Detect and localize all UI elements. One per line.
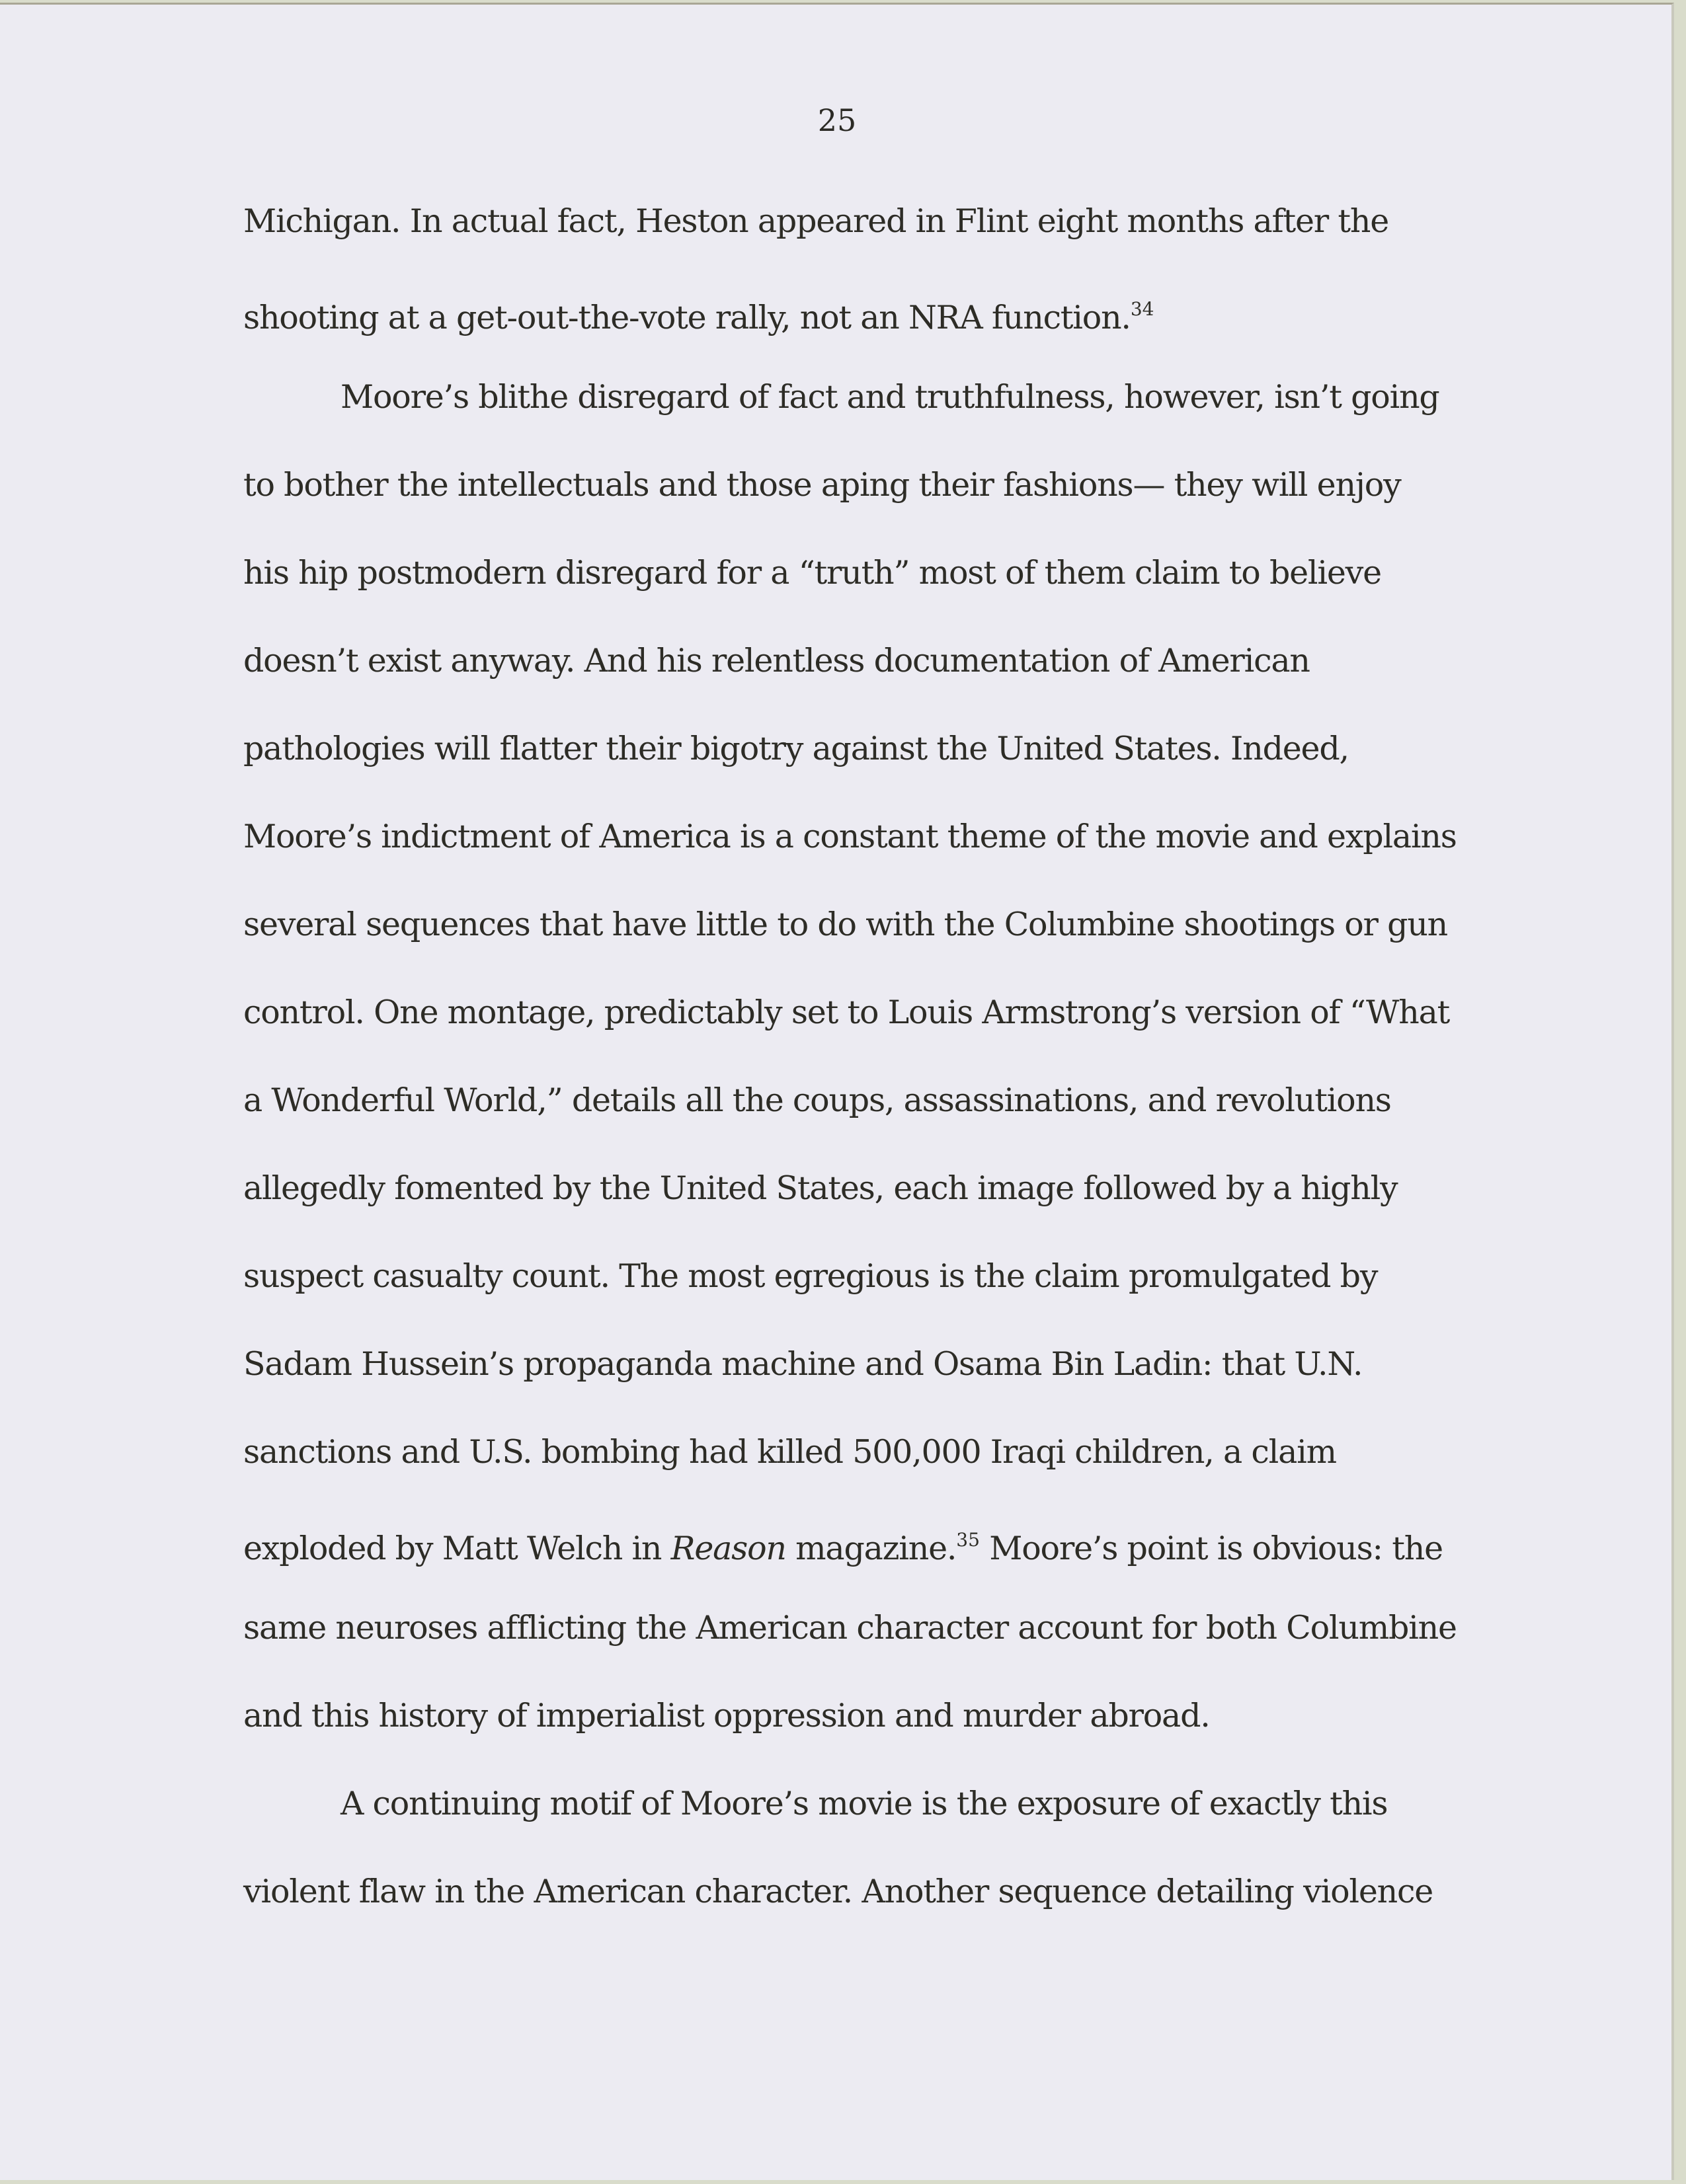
line-text: sanctions and U.S. bombing had killed 500,000 Iraqi children, a claim [243, 1433, 1336, 1471]
document-page [0, 3, 1674, 2180]
line-text: control. One montage, predictably set to Louis Armstrong’s version of “What [243, 994, 1450, 1031]
body-line [243, 993, 1449, 1033]
body-line [243, 1345, 1362, 1384]
body-line [243, 641, 1310, 681]
body-line [243, 202, 1388, 241]
line-text: Moore’s blithe disregard of fact and truthfulness, however, isn’t going [341, 378, 1439, 416]
line-text: several sequences that have little to do with the Columbine shootings or gun [243, 906, 1448, 943]
line-text: shooting at a get-out-the-vote rally, not an NRA function. [243, 299, 1131, 336]
page-number: 25 [817, 102, 857, 138]
body-line [243, 465, 1401, 505]
line-text: Moore’s point is obvious: the [979, 1530, 1443, 1567]
body-line [243, 1081, 1391, 1120]
line-text: a Wonderful World,” details all the coups, assassinations, and revolutions [243, 1081, 1391, 1119]
line-text: his hip postmodern disregard for a “truth” most of them claim to believe [243, 554, 1381, 592]
line-text: violent flaw in the American character. Another sequence detailing violence [243, 1873, 1433, 1910]
line-text: Sadam Hussein’s propaganda machine and Osama Bin Ladin: that U.N. [243, 1345, 1363, 1383]
line-text: same neuroses afflicting the American character account for both Columbine [243, 1609, 1457, 1647]
footnote-marker[interactable]: 34 [1130, 298, 1154, 320]
line-text: Moore’s indictment of America is a constant theme of the movie and explains [243, 818, 1457, 855]
line-text: Michigan. In actual fact, Heston appeared in Flint eight months after the [243, 202, 1389, 240]
line-text: A continuing motif of Moore’s movie is the exposure of exactly this [341, 1785, 1388, 1822]
body-line [243, 817, 1457, 857]
body-line [243, 1520, 1443, 1569]
line-text: to bother the intellectuals and those aping their fashions— they will enjoy [243, 466, 1401, 504]
line-text: magazine. [785, 1530, 957, 1567]
body-line [243, 1169, 1398, 1208]
body-line [243, 1696, 1210, 1736]
paragraph-first-line [341, 377, 1439, 417]
body-line [243, 1257, 1377, 1296]
body-line [243, 290, 1154, 338]
line-text: pathologies will flatter their bigotry against the United States. Indeed, [243, 730, 1349, 767]
body-line [243, 1432, 1336, 1472]
line-text: exploded by Matt Welch in [243, 1530, 671, 1567]
body-line [243, 1872, 1433, 1912]
footnote-marker[interactable]: 35 [956, 1529, 980, 1551]
magazine-title: Reason [670, 1530, 786, 1567]
body-line [243, 729, 1349, 769]
body-line [243, 553, 1381, 593]
body-line [243, 1608, 1457, 1648]
line-text: and this history of imperialist oppression and murder abroad. [243, 1697, 1210, 1735]
line-text: doesn’t exist anyway. And his relentless documentation of American [243, 642, 1310, 680]
line-text: allegedly fomented by the United States, each image followed by a highly [243, 1169, 1398, 1207]
line-text: suspect casualty count. The most egregious is the claim promulgated by [243, 1257, 1378, 1295]
paragraph-first-line [341, 1784, 1387, 1824]
body-line [243, 905, 1447, 945]
